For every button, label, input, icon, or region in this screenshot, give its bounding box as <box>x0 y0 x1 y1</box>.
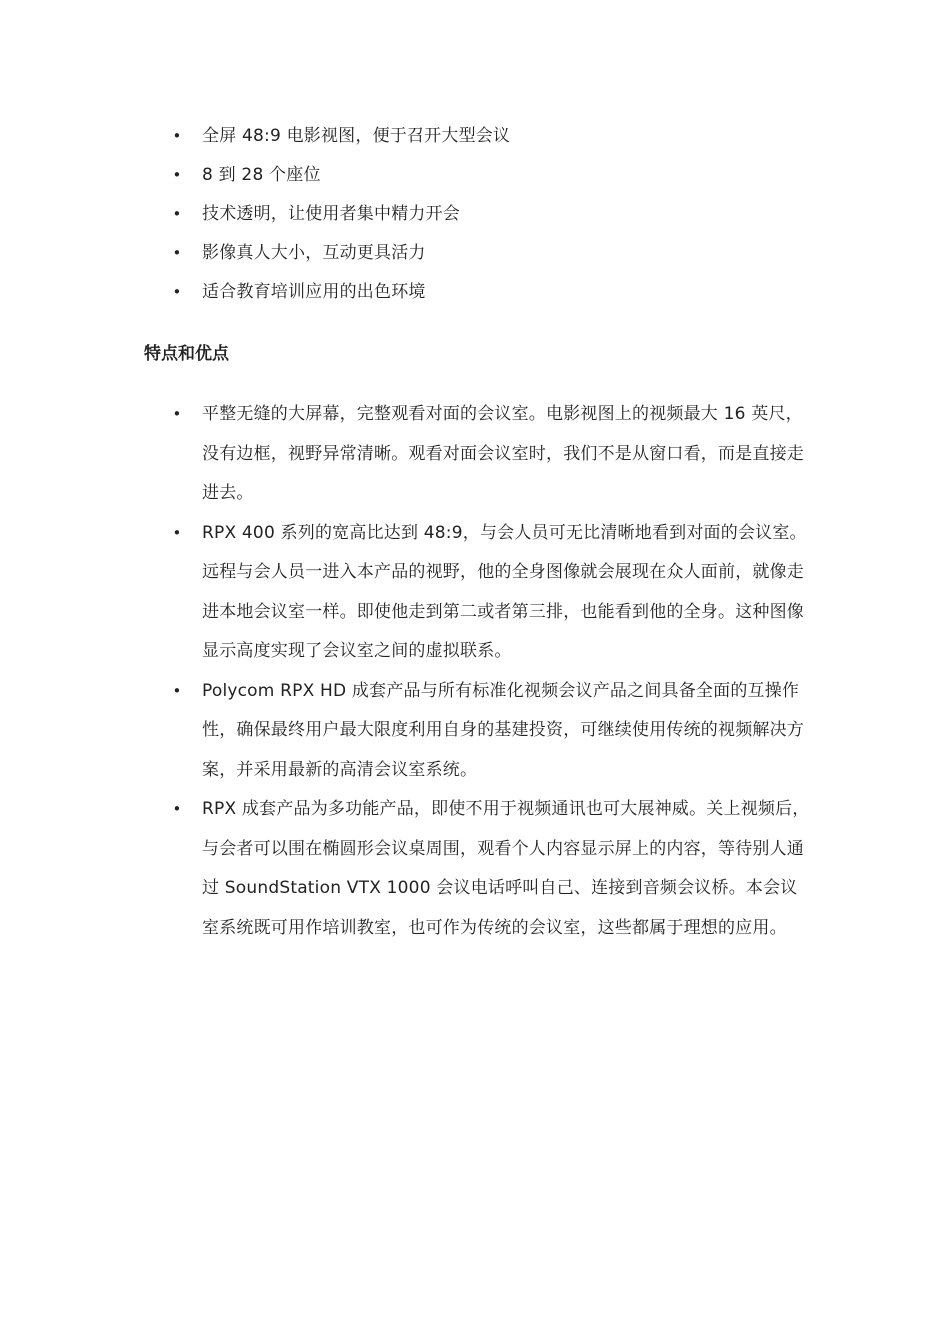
list-item-text: 技术透明，让使用者集中精力开会 <box>202 204 460 224</box>
features-bullet-list <box>170 395 810 948</box>
list-item <box>170 234 810 273</box>
list-item-text: 全屏 48:9 电影视图，便于召开大型会议 <box>202 126 511 146</box>
summary-bullet-list <box>170 117 810 312</box>
bullet-icon: • <box>172 244 182 262</box>
list-item <box>170 156 810 195</box>
list-item <box>170 672 810 791</box>
list-item-text: Polycom RPX HD 成套产品与所有标准化视频会议产品之间具备全面的互操作性，确保最终用户最大限度利用自身的基建投资，可继续使用传统的视频解决方案，并采用最新的高清会议室系统。 <box>202 680 804 780</box>
list-item-text: 8 到 28 个座位 <box>202 165 321 185</box>
list-item-text: RPX 成套产品为多功能产品，即使不用于视频通讯也可大展神威。关上视频后，与会者可以围在椭圆形会议桌周围，观看个人内容显示屏上的内容，等待别人通过 SoundStation VTX 1000 会议电话呼叫自己、连接到音频会议桥。本会议室系统既可用作培训教室，也可作为传统的会议室，这些都属于理想的应用。 <box>202 799 810 938</box>
list-item <box>170 514 810 672</box>
list-item-text: 影像真人大小，互动更具活力 <box>202 243 426 263</box>
list-item-text: 适合教育培训应用的出色环境 <box>202 282 426 302</box>
list-item <box>170 195 810 234</box>
section-heading: 特点和优点 <box>144 344 229 364</box>
bullet-icon: • <box>172 523 182 542</box>
list-item <box>170 117 810 156</box>
bullet-icon: • <box>172 166 182 184</box>
bullet-icon: • <box>172 205 182 223</box>
list-item-text: 平整无缝的大屏幕，完整观看对面的会议室。电影视图上的视频最大 16 英尺，没有边框，视野异常清晰。观看对面会议室时，我们不是从窗口看，而是直接走进去。 <box>202 404 804 503</box>
bullet-icon: • <box>172 681 182 700</box>
list-item <box>170 395 810 514</box>
list-item-text: RPX 400 系列的宽高比达到 48:9，与会人员可无比清晰地看到对面的会议室。远程与会人员一进入本产品的视野，他的全身图像就会展现在众人面前，就像走进本地会议室一样。即使他走到第二或者第三排，也能看到他的全身。这种图像显示高度实现了会议室之间的虚拟联系。 <box>202 522 807 661</box>
bullet-icon: • <box>172 127 182 145</box>
bullet-icon: • <box>172 800 182 818</box>
list-item <box>170 273 810 312</box>
bullet-icon: • <box>172 405 182 423</box>
list-item <box>170 790 810 948</box>
bullet-icon: • <box>172 283 182 301</box>
